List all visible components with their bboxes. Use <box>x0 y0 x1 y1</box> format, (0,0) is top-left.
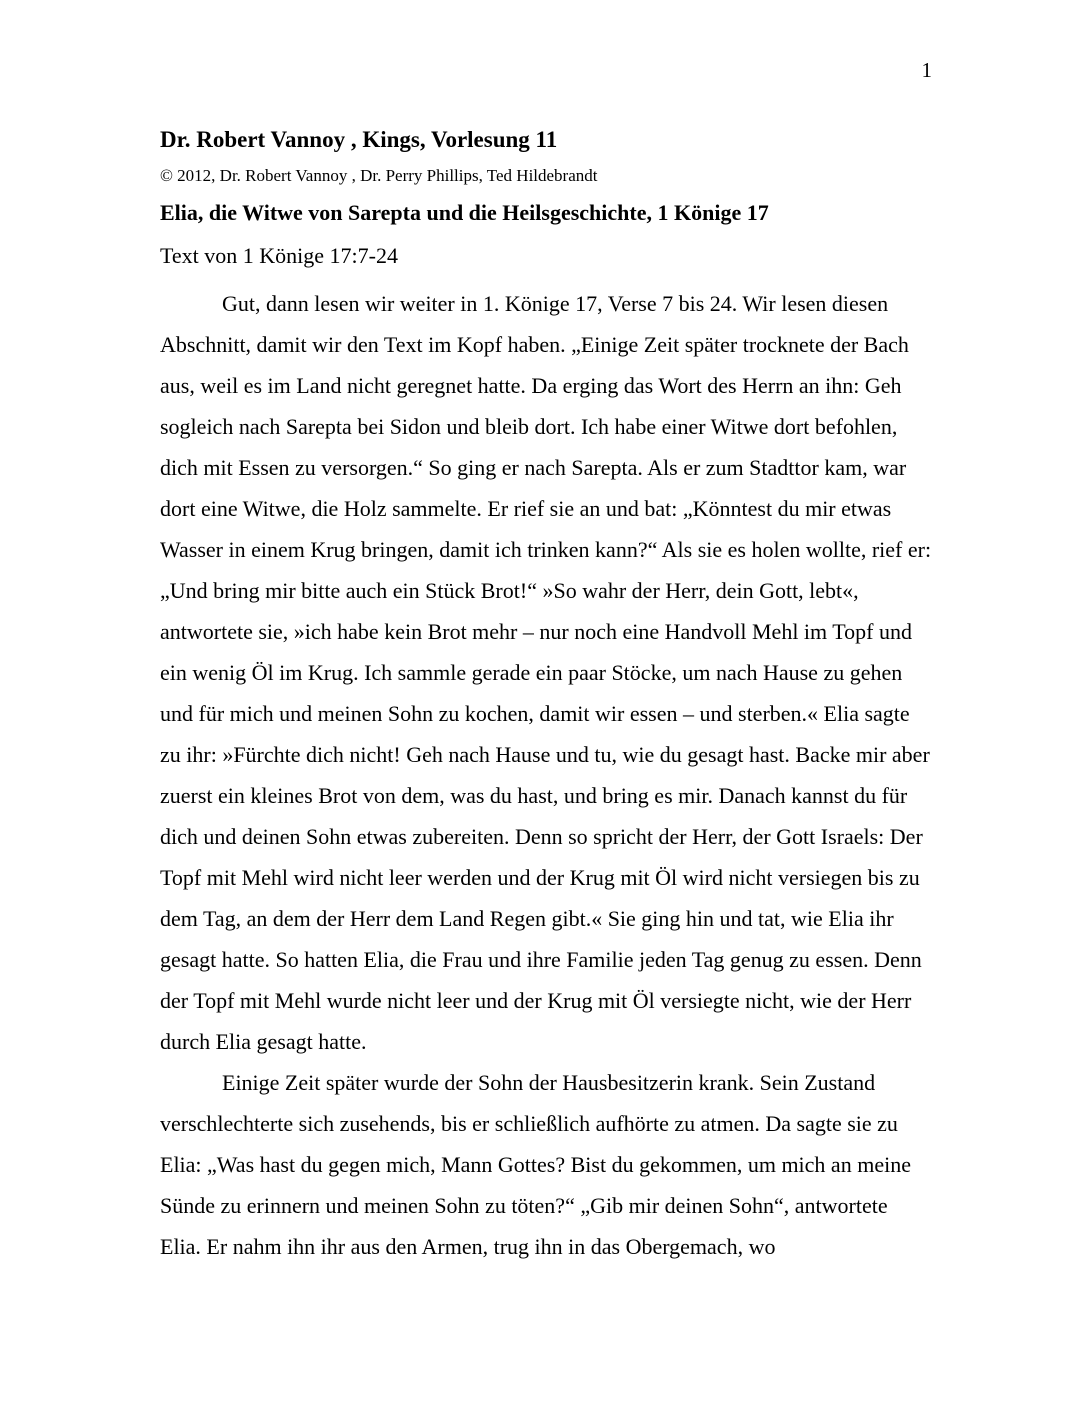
page-number: 1 <box>921 58 932 82</box>
copyright-line: © 2012, Dr. Robert Vannoy , Dr. Perry Phillips, Ted Hildebrandt <box>160 166 598 185</box>
text-reference: Text von 1 Könige 17:7-24 <box>160 243 398 268</box>
paragraph: Gut, dann lesen wir weiter in 1. Könige 17, Verse 7 bis 24. Wir lesen diesen Abschnitt, damit wir den Text im Kopf haben. „Einige Zeit später trocknete der Bach aus, weil es im Land nicht geregnet hatte. Da erging das Wort des Herrn an ihn: Geh sogleich nach Sarepta bei Sidon und bleib dort. Ich habe einer Witwe dort befohlen, dich mit Essen zu versorgen.“ So ging er nach Sarepta. Als er zum Stadttor kam, war dort eine Witwe, die Holz sammelte. Er rief sie an und bat: „Könntest du mir etwas Wasser in einem Krug bringen, damit ich trinken kann?“ Als sie es holen wollte, rief er: „Und bring mir bitte auch ein Stück Brot!“ »So wahr der Herr, dein Gott, lebt«, antwortete sie, »ich habe kein Brot mehr – nur noch eine Handvoll Mehl im Topf und ein wenig Öl im Krug. Ich sammle gerade ein paar Stöcke, um nach Hause zu gehen und für mich und meinen Sohn zu kochen, damit wir essen – und sterben.« Elia sagte zu ihr: »Fürchte dich nicht! Geh nach Hause und tu, wie du gesagt hast. Backe mir aber zuerst ein kleines Brot von dem, was du hast, und bring es mir. Danach kannst du für dich und deinen Sohn etwas zubereiten. Denn so spricht der Herr, der Gott Israels: Der Topf mit Mehl wird nicht leer werden und der Krug mit Öl wird nicht versiegen bis zu dem Tag, an dem der Herr dem Land Regen gibt.« Sie ging hin und tat, wie Elia ihr gesagt hatte. So hatten Elia, die Frau und ihre Familie jeden Tag genug zu essen. Denn der Topf mit Mehl wurde nicht leer und der Krug mit Öl versiegte nicht, wie der Herr durch Elia gesagt hatte. <box>160 291 932 1054</box>
document-title: Dr. Robert Vannoy , Kings, Vorlesung 11 <box>160 127 558 152</box>
section-heading: Elia, die Witwe von Sarepta und die Heilsgeschichte, 1 Könige 17 <box>160 200 769 225</box>
paragraph: Einige Zeit später wurde der Sohn der Hausbesitzerin krank. Sein Zustand verschlechterte sich zusehends, bis er schließlich aufhörte zu atmen. Da sagte sie zu Elia: „Was hast du gegen mich, Mann Gottes? Bist du gekommen, um mich an meine Sünde zu erinnern und meinen Sohn zu töten?“ „Gib mir deinen Sohn“, antwortete Elia. Er nahm ihn ihr aus den Armen, trug ihn in das Obergemach, wo <box>160 1070 911 1259</box>
